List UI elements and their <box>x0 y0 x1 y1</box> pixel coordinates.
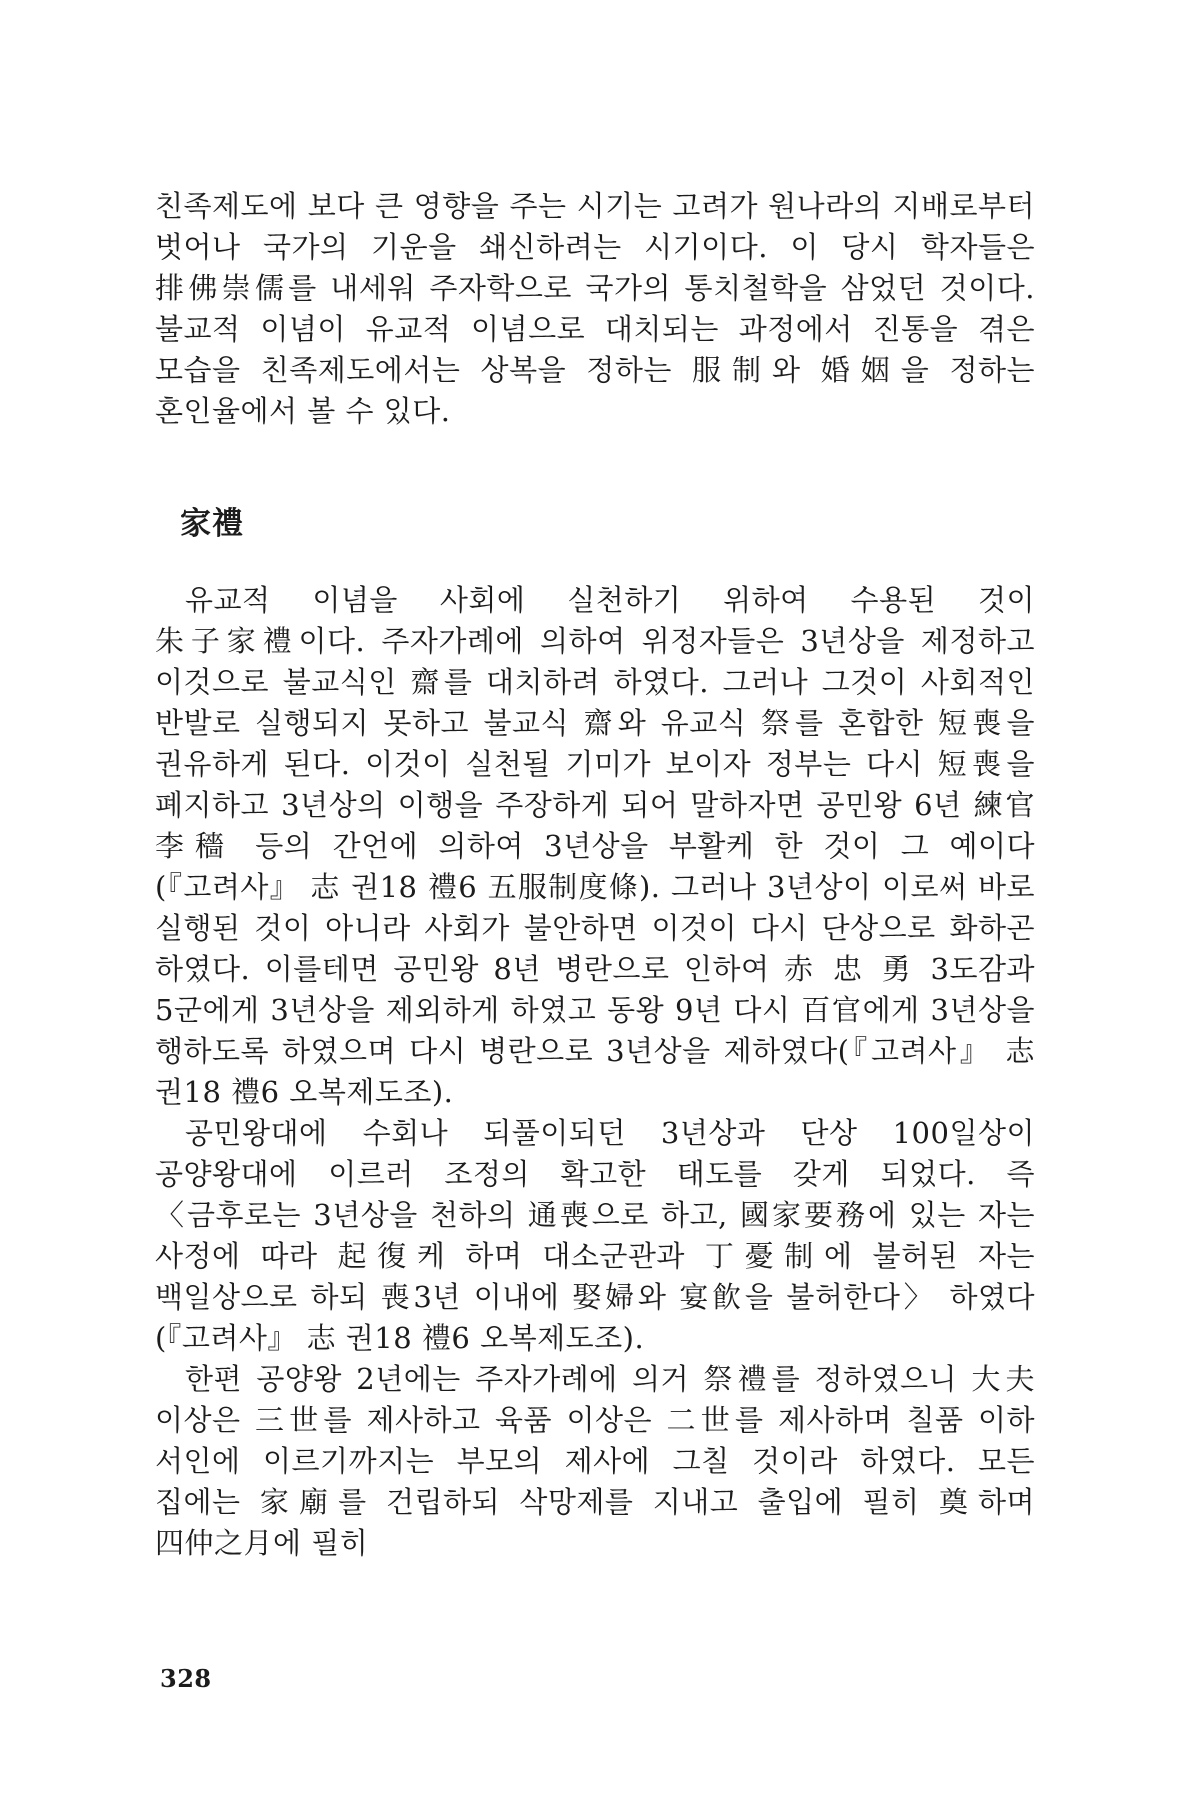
body-section <box>155 580 1035 1564</box>
body-paragraph: 한편 공양왕 2년에는 주자가례에 의거 祭禮를 정하였으니 大夫 이상은 三世를 제사하고 육품 이상은 二世를 제사하며 칠품 이하 서인에 이르기까지는 부모의 제사에 그칠 것이라 하였다. 모든 집에는 家廟를 건립하되 삭망제를 지내고 출입에 필히 奠하며 四仲之月에 필히 <box>155 1362 1035 1560</box>
intro-section <box>155 186 1035 432</box>
body-paragraph: 공민왕대에 수회나 되풀이되던 3년상과 단상 100일상이 공양왕대에 이르러 조정의 확고한 태도를 갖게 되었다. 즉 〈금후로는 3년상을 천하의 通喪으로 하고, 國家要務에 있는 자는 사정에 따라 起復케 하며 대소군관과 丁憂制에 불허된 자는 백일상으로 하되 喪3년 이내에 娶婦와 宴飮을 불허한다〉 하였다(『고려사』 志 권18 禮6 오복제도조). <box>155 1116 1035 1355</box>
intro-paragraph: 친족제도에 보다 큰 영향을 주는 시기는 고려가 원나라의 지배로부터 벗어나 국가의 기운을 쇄신하려는 시기이다. 이 당시 학자들은 排佛崇儒를 내세워 주자학으로 국가의 통치철학을 삼었던 것이다. 불교적 이념이 유교적 이념으로 대치되는 과정에서 진통을 겪은 모습을 친족제도에서는 상복을 정하는 服制와 婚姻을 정하는 혼인율에서 볼 수 있다. <box>155 189 1035 428</box>
page-number: 328 <box>160 1664 212 1693</box>
body-paragraph: 유교적 이념을 사회에 실천하기 위하여 수용된 것이 朱子家禮이다. 주자가례에 의하여 위정자들은 3년상을 제정하고 이것으로 불교식인 齋를 대치하려 하였다. 그러나 그것이 사회적인 반발로 실행되지 못하고 불교식 齋와 유교식 祭를 혼합한 短喪을 권유하게 된다. 이것이 실천될 기미가 보이자 정부는 다시 短喪을 폐지하고 3년상의 이행을 주장하게 되어 말하자면 공민왕 6년 練官 李穡 등의 간언에 의하여 3년상을 부활케 한 것이 그 예이다(『고려사』 志 권18 禮6 五服制度條). 그러나 3년상이 이로써 바로 실행된 것이 아니라 사회가 불안하면 이것이 다시 단상으로 화하곤 하였다. 이를테면 공민왕 8년 병란으로 인하여 赤 忠 勇 3도감과 5군에게 3년상을 제외하게 하였고 동왕 9년 다시 百官에게 3년상을 행하도록 하였으며 다시 병란으로 3년상을 제하였다(『고려사』 志 권18 禮6 오복제도조). <box>155 583 1035 1109</box>
section-title: 家禮 <box>180 506 244 542</box>
